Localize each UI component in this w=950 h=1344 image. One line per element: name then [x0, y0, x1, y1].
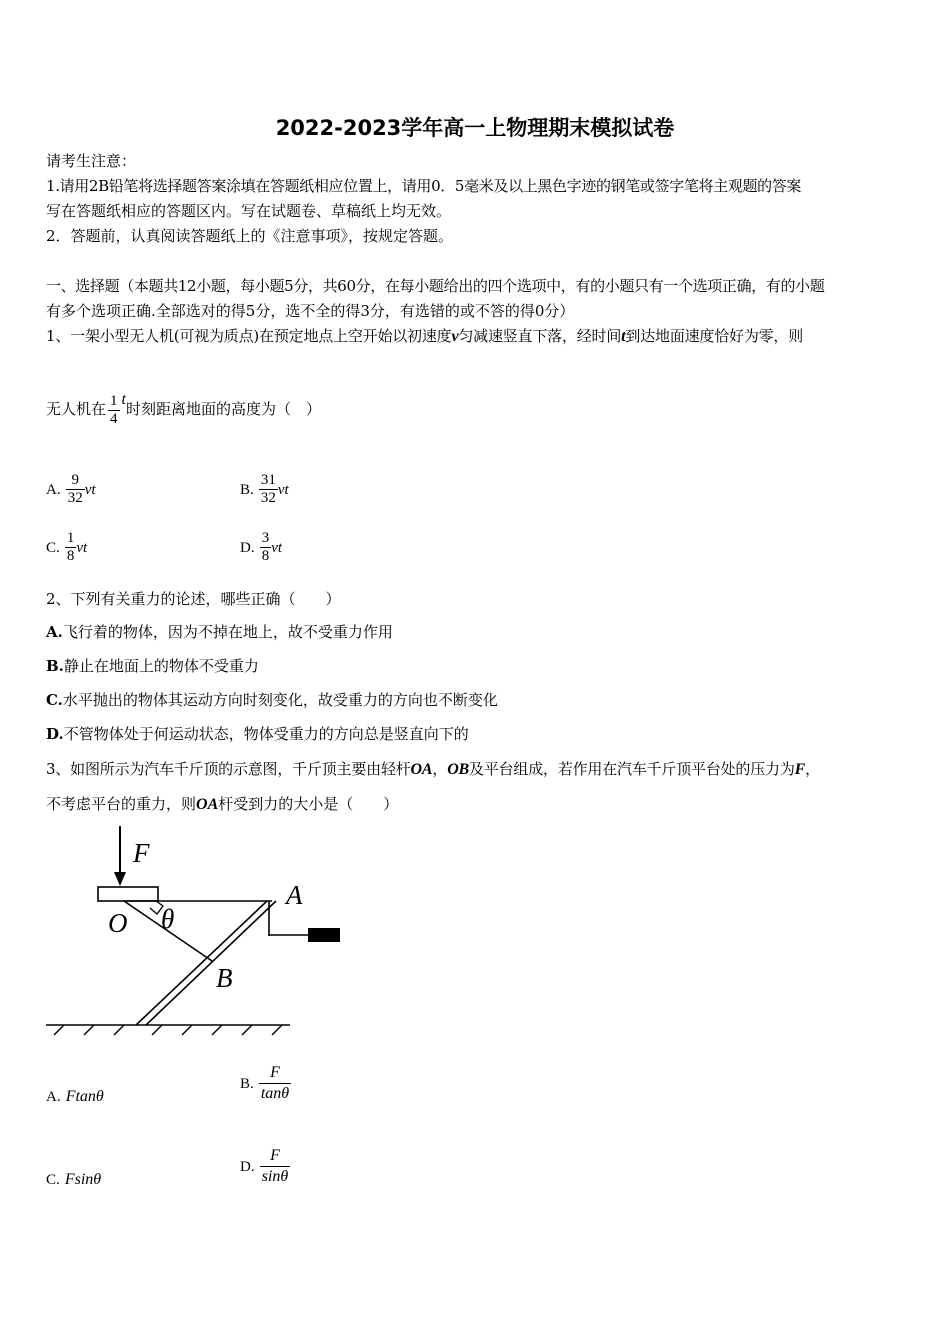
label-o: O: [108, 908, 128, 938]
handle-block: [308, 928, 340, 942]
q2-stem: 2、下列有关重力的论述，哪些正确（ ）: [46, 590, 341, 608]
ground-hatching: [54, 1025, 282, 1035]
option-tail: vt: [76, 540, 88, 556]
q3-var-oa2: OA: [196, 796, 219, 813]
q1-line2-a: 无人机在: [46, 400, 107, 418]
q1-text-a: 1、一架小型无人机(可视为质点)在预定地点上空开始以初速度: [46, 327, 452, 345]
option-label: A.: [46, 482, 61, 498]
option-fraction: [260, 1146, 291, 1187]
option-label: D.: [240, 540, 255, 556]
q2-option-b[interactable]: [46, 656, 259, 676]
q2-option-a[interactable]: [46, 622, 393, 642]
label-a: A: [286, 880, 303, 910]
q1-var-t: t: [621, 328, 626, 345]
frac-num: F: [270, 1064, 280, 1081]
q3-var-ob: OB: [447, 761, 470, 778]
q3-option-b[interactable]: [240, 1063, 291, 1104]
section-header-line-1: 一、选择题（本题共12小题，每小题5分，共60分，在每小题给出的四个选项中，有的小题只有一个选项正确，有的小题: [46, 277, 825, 295]
option-text: 水平抛出的物体其运动方向时刻变化，故受重力的方向也不断变化: [62, 691, 498, 709]
frac-den: sinθ: [261, 1168, 289, 1185]
label-theta: θ: [161, 904, 175, 934]
option-label: A.: [46, 1089, 61, 1105]
q1-option-a[interactable]: [46, 472, 96, 507]
q1-frac-num: 1: [110, 392, 118, 409]
option-label: C.: [46, 691, 63, 709]
q1-text-c: 到达地面速度恰好为零，则: [625, 327, 804, 345]
frac-num: 3: [261, 530, 270, 546]
q1-option-b[interactable]: [240, 472, 289, 507]
q3-var-f: F: [794, 761, 806, 778]
option-label: A.: [46, 623, 63, 641]
label-f: F: [133, 838, 150, 868]
option-tail: vt: [277, 482, 289, 498]
frac-den: tanθ: [260, 1085, 290, 1102]
q3-line2-b: 杆受到力的大小是（ ）: [218, 795, 399, 813]
q3-text-c: ，: [805, 760, 820, 778]
q1-stem-line-1: [46, 326, 803, 347]
frac-num: F: [270, 1147, 280, 1164]
notice-line-1: 1.请用2B铅笔将选择题答案涂填在答题纸相应位置上，请用0．5毫米及以上黑色字迹的钢笔或签字笔将主观题的答案: [46, 177, 802, 195]
q1-var-v: v: [451, 328, 459, 345]
option-label: B.: [240, 1076, 254, 1092]
q1-option-c[interactable]: [46, 530, 87, 565]
notice-line-2: 写在答题纸相应的答题区内。写在试题卷、草稿纸上均无效。: [46, 202, 452, 220]
frac-num: 9: [71, 472, 79, 488]
q1-frac-den: 4: [110, 410, 118, 427]
frac-den: 32: [67, 490, 83, 506]
option-label: D.: [46, 725, 64, 743]
q2-option-c[interactable]: [46, 690, 498, 710]
option-fraction: [65, 530, 77, 565]
frac-num: 31: [260, 472, 276, 488]
force-arrow-head: [114, 872, 126, 886]
option-tail: vt: [271, 540, 283, 556]
frac-den: 8: [261, 548, 270, 564]
q1-option-d[interactable]: [240, 530, 282, 565]
option-label: C.: [46, 540, 60, 556]
notice-heading: 请考生注意：: [46, 152, 137, 170]
q1-stem-line-2: [46, 390, 321, 429]
label-b: B: [216, 963, 233, 993]
q3-option-d[interactable]: [240, 1146, 290, 1187]
option-text: Ftanθ: [65, 1088, 104, 1105]
strut-left-edge: [136, 901, 267, 1025]
frac-den: 8: [66, 548, 75, 564]
option-label: B.: [46, 657, 64, 675]
q1-text-b: 匀减速竖直下落，经时间: [458, 327, 622, 345]
q1-line2-b: 时刻距离地面的高度为（ ）: [125, 400, 321, 418]
option-tail: vt: [84, 482, 96, 498]
car-jack-figure: [40, 820, 350, 1040]
q3-option-c[interactable]: [46, 1169, 101, 1189]
option-label: D.: [240, 1159, 255, 1175]
option-label: B.: [240, 482, 254, 498]
option-text: Fsinθ: [64, 1171, 102, 1188]
q2-option-d[interactable]: [46, 724, 469, 744]
frac-num: 1: [66, 530, 75, 546]
section-header-line-2: 有多个选项正确.全部选对的得5分，选不全的得3分，有选错的或不答的得0分）: [46, 302, 575, 320]
option-text: 不管物体处于何运动状态，物体受重力的方向总是竖直向下的: [63, 725, 469, 743]
q3-text-a: 3、如图所示为汽车千斤顶的示意图，千斤顶主要由轻杆: [46, 760, 411, 778]
option-label: C.: [46, 1172, 60, 1188]
q1-frac-var: t: [121, 391, 126, 408]
option-text: 静止在地面上的物体不受重力: [63, 657, 259, 675]
platform: [98, 887, 158, 901]
frac-den: 32: [260, 490, 276, 506]
q3-option-a[interactable]: [46, 1086, 104, 1106]
option-fraction: [260, 530, 272, 565]
option-fraction: [259, 1063, 291, 1104]
q3-sep: ，: [432, 760, 448, 778]
q3-var-oa: OA: [410, 761, 433, 778]
option-fraction: [259, 472, 278, 507]
notice-line-3: 2．答题前，认真阅读答题纸上的《注意事项》，按规定答题。: [46, 227, 454, 245]
q3-line2-a: 不考虑平台的重力，则: [46, 795, 197, 813]
q3-stem-line-1: [46, 759, 820, 780]
option-fraction: [66, 472, 85, 507]
q3-text-b: 及平台组成，若作用在汽车千斤顶平台处的压力为: [469, 760, 795, 778]
option-text: 飞行着的物体，因为不掉在地上，故不受重力作用: [62, 623, 393, 641]
q1-fraction: [108, 393, 120, 428]
page-title: 2022-2023学年高一上物理期末模拟试卷: [275, 116, 675, 140]
q3-stem-line-2: [46, 794, 398, 815]
